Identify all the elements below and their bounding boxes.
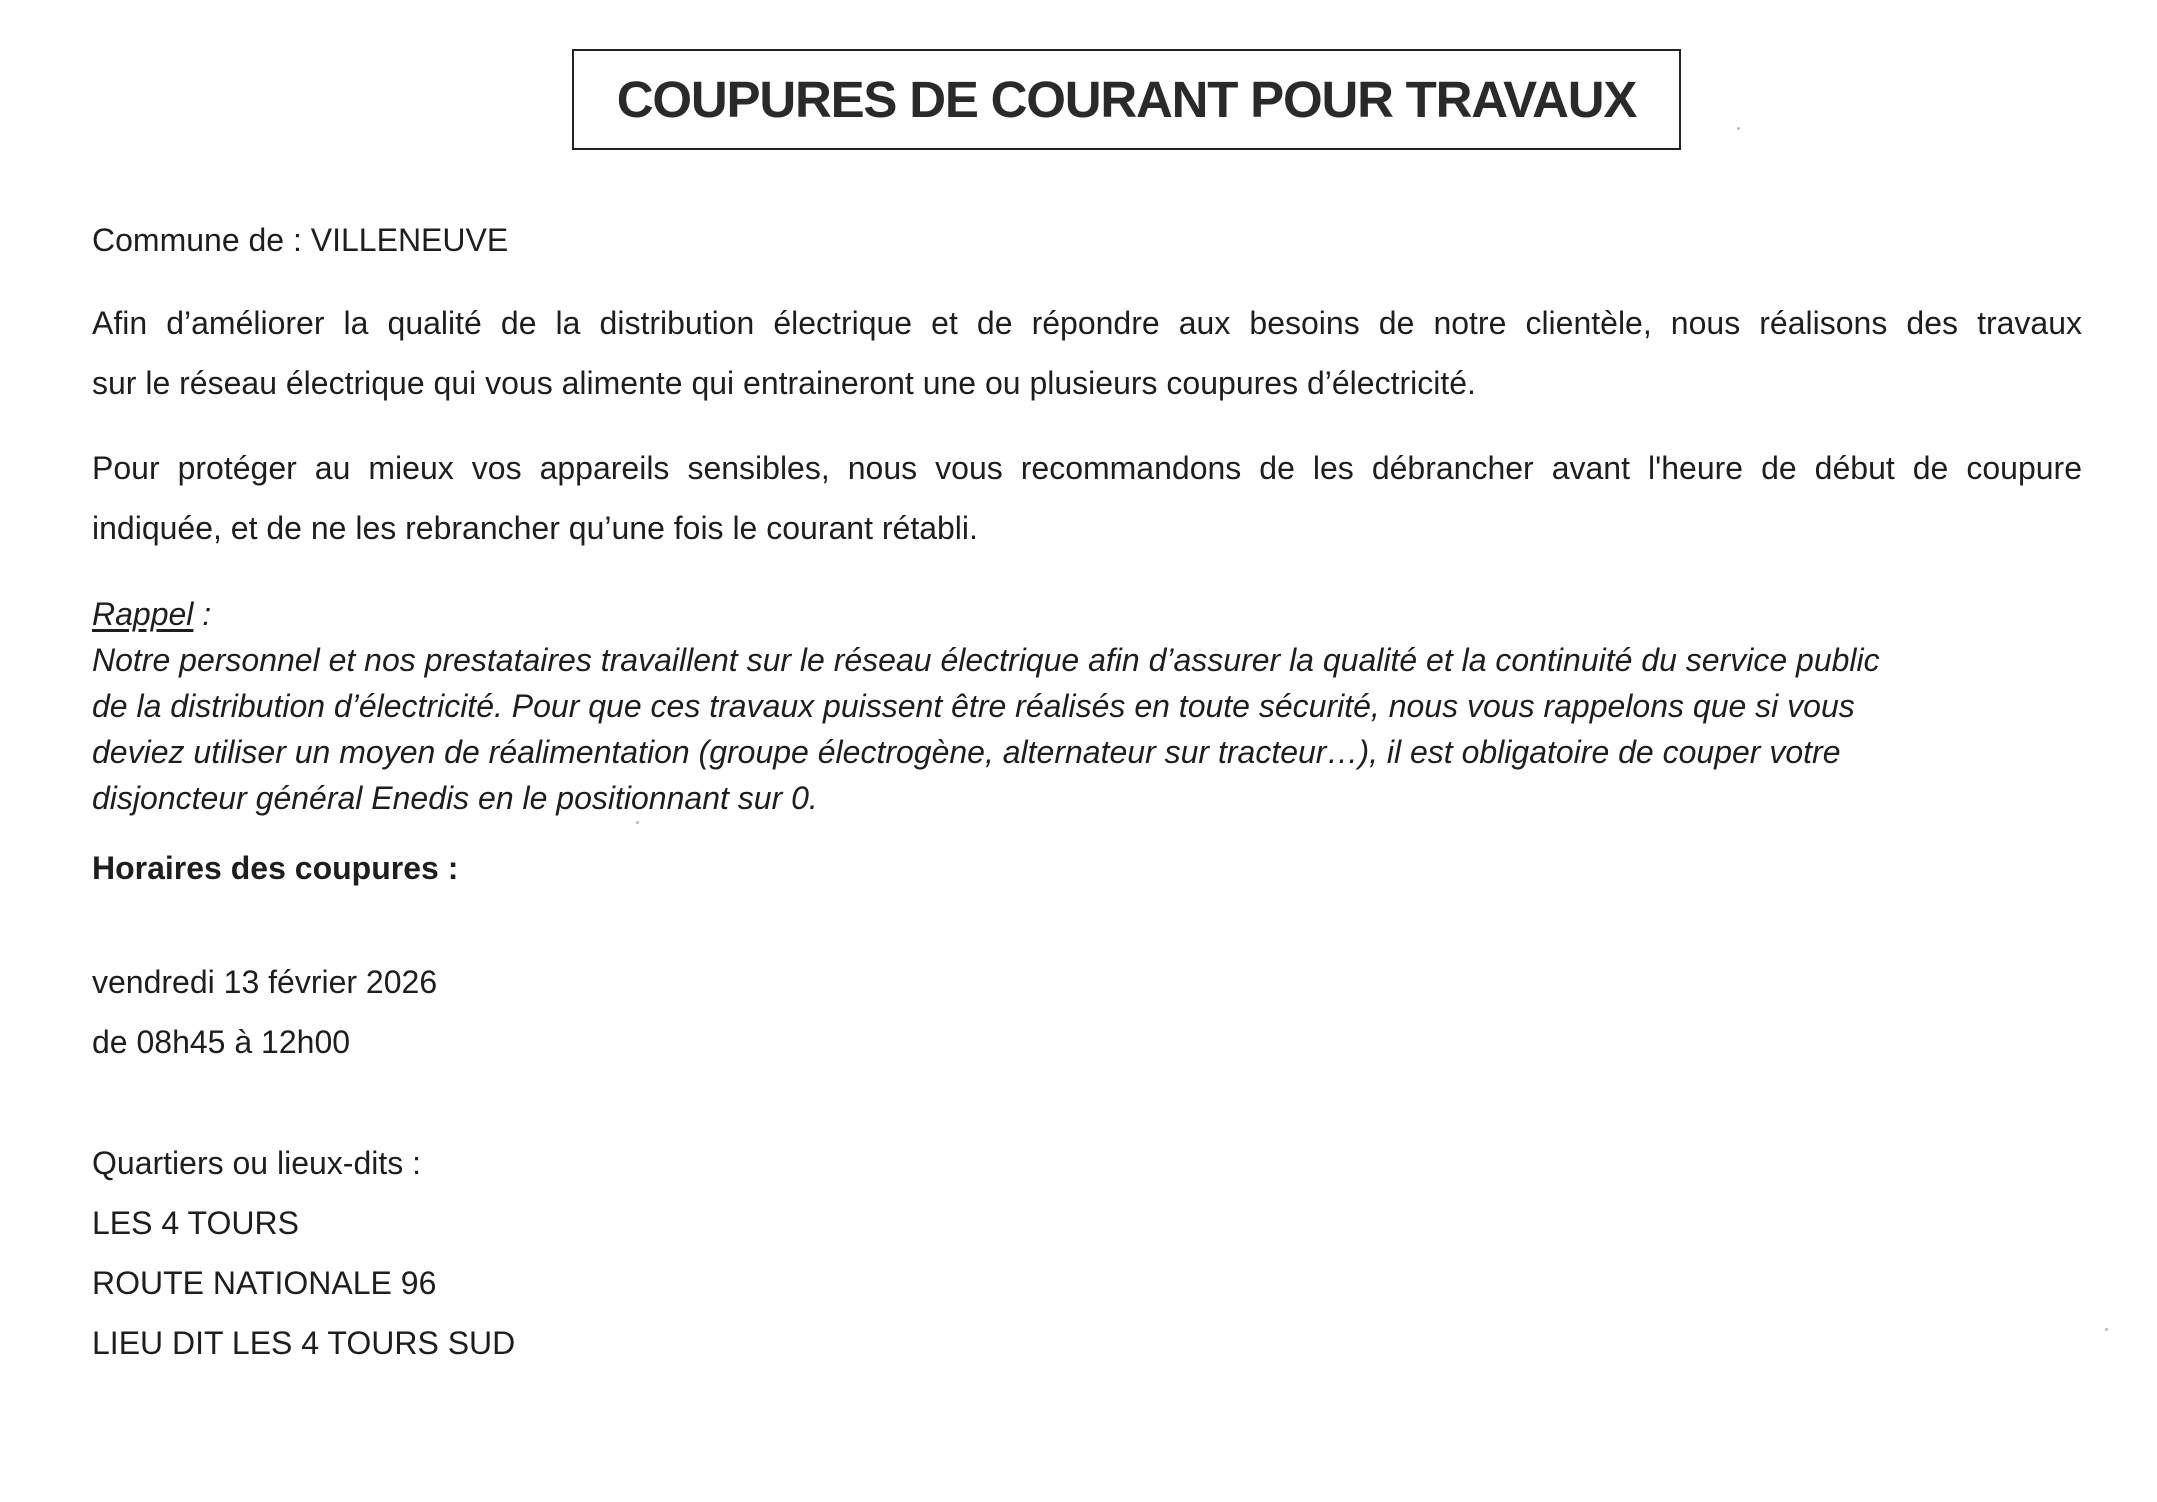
commune-line: Commune de : VILLENEUVE (92, 222, 509, 258)
scan-speck (2105, 1328, 2108, 1331)
reminder-line4: disjoncteur général Enedis en le positionnant sur 0. (92, 780, 818, 816)
reminder-heading-suffix: : (193, 596, 212, 632)
paragraph1-line2: sur le réseau électrique qui vous alimente qui entraineront une ou plusieurs coupures d’électricité. (92, 365, 1476, 401)
location-item: ROUTE NATIONALE 96 (92, 1265, 437, 1301)
reminder-line1: Notre personnel et nos prestataires travaillent sur le réseau électrique afin d’assurer la qualité et la continuité du service public (92, 642, 1880, 678)
reminder-heading-label: Rappel (92, 596, 194, 632)
location-item: LIEU DIT LES 4 TOURS SUD (92, 1325, 516, 1361)
notice-title: COUPURES DE COURANT POUR TRAVAUX (616, 71, 1637, 128)
paragraph2-line1: Pour protéger au mieux vos appareils sensibles, nous vous recommandons de les débrancher avant l'heure de début de coupure (92, 450, 2082, 486)
title-box (572, 49, 1681, 150)
reminder-line3: deviez utiliser un moyen de réalimentation (groupe électrogène, alternateur sur tracteur…), il est obligatoire de couper votre (92, 734, 1841, 770)
locations-heading: Quartiers ou lieux-dits : (92, 1145, 422, 1181)
paragraph2-line2: indiquée, et de ne les rebrancher qu’une fois le courant rétabli. (92, 510, 978, 546)
scan-speck (1737, 127, 1740, 130)
schedule-time: de 08h45 à 12h00 (92, 1024, 351, 1060)
scan-speck (636, 821, 639, 824)
schedule-date: vendredi 13 février 2026 (92, 964, 438, 1000)
reminder-heading (92, 594, 211, 634)
location-item: LES 4 TOURS (92, 1205, 299, 1241)
paragraph1-line1: Afin d’améliorer la qualité de la distribution électrique et de répondre aux besoins de notre clientèle, nous réalisons des travaux (92, 305, 2082, 341)
reminder-line2: de la distribution d’électricité. Pour que ces travaux puissent être réalisés en toute sécurité, nous vous rappelons que si vous (92, 688, 1855, 724)
schedule-heading: Horaires des coupures : (92, 850, 459, 886)
